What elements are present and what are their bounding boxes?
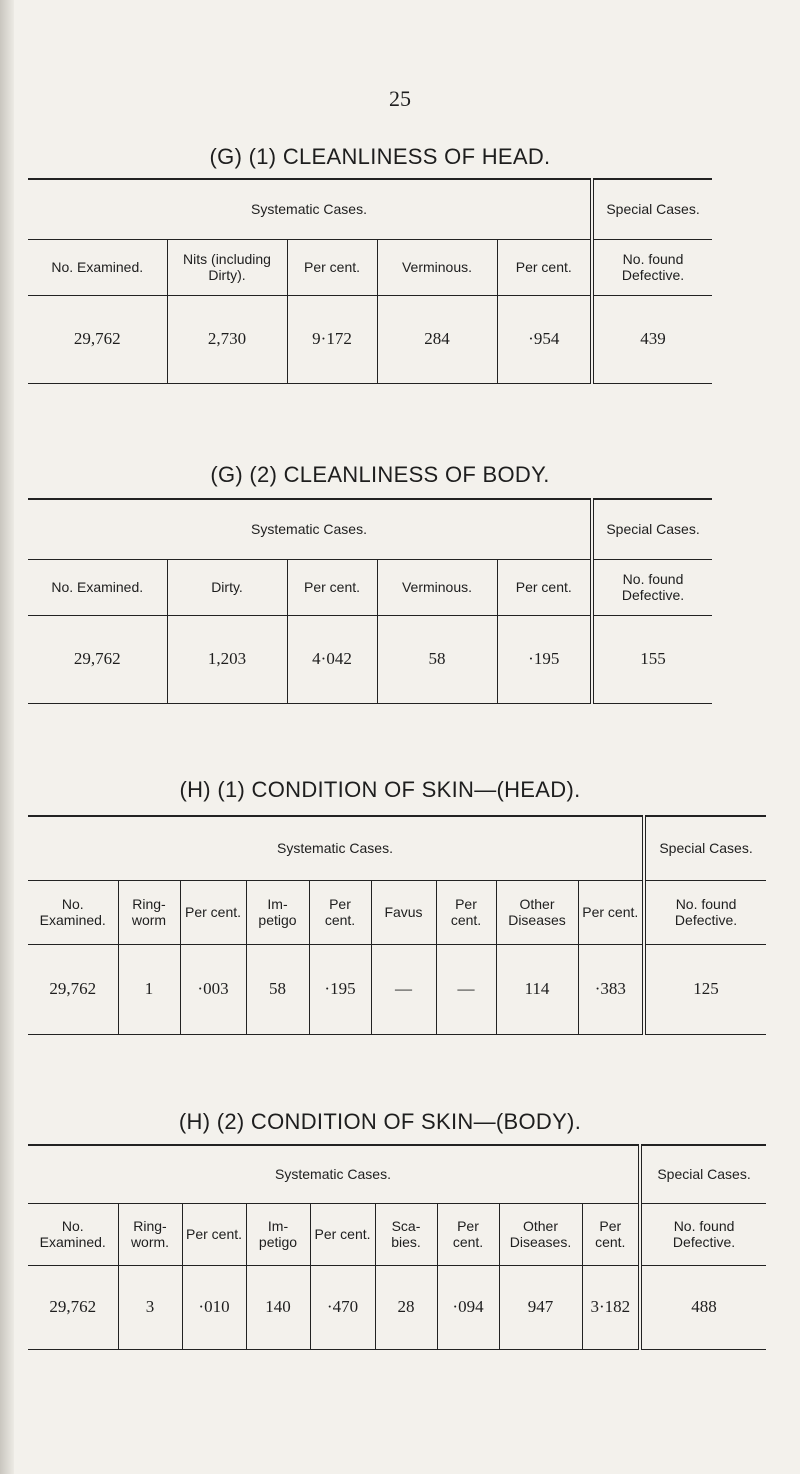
column-header: Ring-worm [118,880,180,944]
table-cell: 2,730 [167,295,287,383]
table-cell: 4·042 [287,615,377,703]
table-title-body-cleanliness: (G) (2) CLEANLINESS OF BODY. [210,462,550,487]
column-header: Other Diseases. [499,1203,582,1265]
column-header: Sca-bies. [375,1203,437,1265]
table-head-cleanliness [28,178,712,384]
page-edge-shadow [0,0,14,1474]
systematic-cases-header: Systematic Cases. [28,816,644,880]
special-table-cell: 439 [592,295,712,383]
table-title-head-cleanliness: (G) (1) CLEANLINESS OF HEAD. [209,144,551,169]
page-number: 25 [389,86,411,111]
table-cell: 58 [377,615,497,703]
column-header: Per cent. [182,1203,246,1265]
table-skin-body [28,1144,766,1350]
table-cell: 3·182 [582,1265,640,1349]
special-table-cell: 125 [644,944,766,1034]
table-cell: ·954 [497,295,592,383]
table-skin-head [28,815,766,1035]
column-header: No. Examined. [28,559,167,615]
table-cell: 947 [499,1265,582,1349]
table-cell: 114 [496,944,578,1034]
special-column-header: No. found Defective. [644,880,766,944]
table-cell: 140 [246,1265,310,1349]
systematic-cases-header: Systematic Cases. [28,499,592,559]
column-header: Per cent. [578,880,644,944]
column-header: Per cent. [437,1203,499,1265]
table-cell: ·003 [180,944,246,1034]
column-header: Verminous. [377,239,497,295]
column-header: Nits (including Dirty). [167,239,287,295]
table-cell: 29,762 [28,1265,118,1349]
table-cell: ·383 [578,944,644,1034]
special-table-cell: 488 [640,1265,766,1349]
systematic-cases-header: Systematic Cases. [28,1145,640,1203]
column-header: Verminous. [377,559,497,615]
column-header: Other Diseases [496,880,578,944]
special-column-header: No. found Defective. [640,1203,766,1265]
special-column-header: No. found Defective. [592,559,712,615]
special-cases-header: Special Cases. [592,179,712,239]
column-header: Per cent. [436,880,496,944]
table-title-skin-body: (H) (2) CONDITION OF SKIN—(BODY). [178,1109,582,1134]
column-header: Per cent. [310,1203,375,1265]
special-cases-header: Special Cases. [644,816,766,880]
table-cell: 29,762 [28,295,167,383]
column-header: Per cent. [287,559,377,615]
table-cell: ·010 [182,1265,246,1349]
column-header: Per cent. [582,1203,640,1265]
column-header: Per cent. [497,239,592,295]
column-header: Im-petigo [246,1203,310,1265]
table-cell: — [436,944,496,1034]
column-header: No. Examined. [28,1203,118,1265]
table-cell: ·470 [310,1265,375,1349]
table-cell: 29,762 [28,615,167,703]
column-header: Ring-worm. [118,1203,182,1265]
table-cell: — [371,944,436,1034]
table-cell: 9·172 [287,295,377,383]
special-column-header: No. found Defective. [592,239,712,295]
systematic-cases-header: Systematic Cases. [28,179,592,239]
table-cell: 3 [118,1265,182,1349]
table-cell: ·195 [497,615,592,703]
special-cases-header: Special Cases. [640,1145,766,1203]
column-header: No. Examined. [28,239,167,295]
column-header: Im-petigo [246,880,309,944]
column-header: Per cent. [309,880,371,944]
table-cell: 284 [377,295,497,383]
table-title-skin-head: (H) (1) CONDITION OF SKIN—(HEAD). [179,777,581,802]
column-header: Per cent. [497,559,592,615]
table-body-cleanliness [28,498,712,704]
table-cell: ·195 [309,944,371,1034]
special-table-cell: 155 [592,615,712,703]
column-header: No. Examined. [28,880,118,944]
column-header: Dirty. [167,559,287,615]
column-header: Favus [371,880,436,944]
column-header: Per cent. [180,880,246,944]
table-cell: ·094 [437,1265,499,1349]
special-cases-header: Special Cases. [592,499,712,559]
column-header: Per cent. [287,239,377,295]
table-cell: 28 [375,1265,437,1349]
table-cell: 1 [118,944,180,1034]
table-cell: 29,762 [28,944,118,1034]
table-cell: 58 [246,944,309,1034]
table-cell: 1,203 [167,615,287,703]
